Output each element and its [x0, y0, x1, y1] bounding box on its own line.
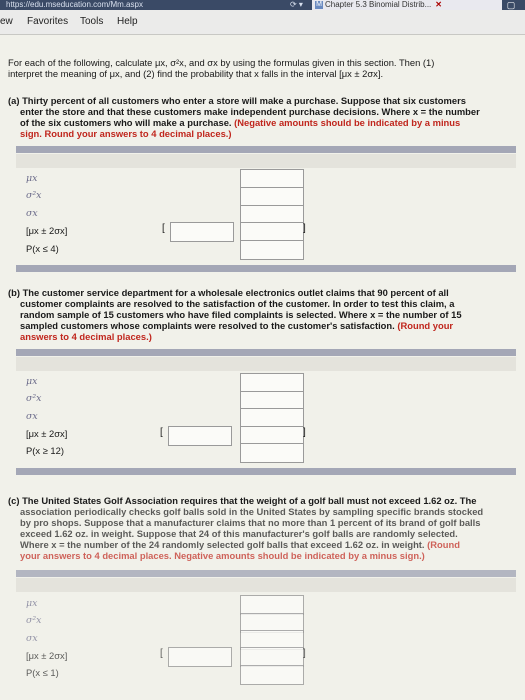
part-c-mean-input[interactable]: [240, 595, 304, 615]
part-b-bracket-close: ]: [303, 427, 306, 438]
part-b-instruction-2: answers to 4 decimal places.): [20, 331, 152, 342]
part-b-header-band: [16, 349, 516, 356]
question-page: [0, 35, 525, 700]
part-b-line-2: customer complaints are resolved to the satisfaction of the customer. In order to test this claim, a: [20, 298, 455, 309]
part-b-interval-low-input[interactable]: [168, 426, 232, 446]
part-b-label-mean: μx: [26, 376, 38, 387]
part-a-bracket-open: [: [162, 223, 165, 234]
part-b-line-3: random sample of 15 customers who have filed complaints is selected. Where x = the number of 15: [20, 309, 462, 320]
part-c-bracket-close: ]: [303, 648, 306, 659]
part-b-label-prob: P(x ≥ 12): [26, 445, 64, 456]
part-c-label-interval: [μx ± 2σx]: [26, 650, 68, 661]
menu-bar: [0, 10, 525, 35]
part-a-label-mean: μx: [26, 173, 38, 184]
part-a-interval-low-input[interactable]: [170, 222, 234, 242]
part-a-footer-band: [16, 265, 516, 272]
part-b-bracket-open: [: [160, 427, 163, 438]
part-c-instruction: (Round: [427, 539, 460, 550]
part-a-label-variance: σ²x: [26, 190, 42, 201]
browser-tab[interactable]: [312, 0, 502, 10]
part-c-line-5: Where x = the number of the 24 randomly selected golf balls that exceed 1.62 oz. in weight. (Round: [20, 539, 460, 550]
close-tab-icon[interactable]: ✕: [435, 0, 442, 9]
part-c-interval-high-input[interactable]: [240, 647, 304, 667]
part-c-subheader: [16, 578, 516, 592]
part-a-instruction-2: sign. Round your answers to 4 decimal places.): [20, 128, 232, 139]
part-a-line-2: enter the store and that these customers make independent purchase decisions. Where x = the number: [20, 106, 480, 117]
part-b-sd-input[interactable]: [240, 408, 304, 428]
intro-line-1: For each of the following, calculate μx, σ²x, and σx by using the formulas given in this section. Then (1): [8, 57, 435, 68]
part-c-instruction-2: your answers to 4 decimal places. Negative amounts should be indicated by a minus sign.): [20, 550, 425, 561]
tab-favicon-icon: M: [316, 1, 322, 8]
menu-view[interactable]: ew: [0, 16, 13, 27]
part-a-label-prob: P(x ≤ 4): [26, 243, 59, 254]
menu-help[interactable]: Help: [117, 16, 138, 27]
new-tab-icon[interactable]: ▢: [506, 0, 516, 10]
refresh-icon[interactable]: ⟳ ▾: [290, 0, 303, 9]
part-c-label-mean: μx: [26, 598, 38, 609]
part-a-line-1: (a) Thirty percent of all customers who enter a store will make a purchase. Suppose that six customers: [8, 95, 466, 106]
part-a-label-interval: [μx ± 2σx]: [26, 225, 68, 236]
part-a-header-band: [16, 146, 516, 153]
part-a-instruction: (Negative amounts should be indicated by a minus: [234, 117, 461, 128]
part-b-prob-input[interactable]: [240, 443, 304, 463]
part-a-prob-input[interactable]: [240, 240, 304, 260]
tab-title: Chapter 5.3 Binomial Distrib...: [325, 0, 432, 9]
part-c-interval-low-input[interactable]: [168, 647, 232, 667]
part-c-line-1: (c) The United States Golf Association requires that the weight of a golf ball must not exceed 1.62 oz. The: [8, 495, 477, 506]
part-b-footer-band: [16, 468, 516, 475]
part-c-label-prob: P(x ≤ 1): [26, 667, 59, 678]
part-c-prob-input[interactable]: [240, 665, 304, 685]
part-a-bracket-close: ]: [303, 223, 306, 234]
part-a-label-sd: σx: [26, 208, 38, 219]
part-b-line-1: (b) The customer service department for a wholesale electronics outlet claims that 90 percent of all: [8, 287, 449, 298]
part-c-line-4: exceed 1.62 oz. in weight. Suppose that 24 of this manufacturer's golf balls are randomly selected.: [20, 528, 458, 539]
intro-line-2: interpret the meaning of μx, and (2) find the probability that x falls in the interval [μx ± 2σx].: [8, 68, 384, 79]
part-a-subheader: [16, 154, 516, 168]
part-c-line-2: association periodically checks golf balls sold in the United States by sampling specific brands stocked: [20, 506, 484, 517]
part-a-variance-input[interactable]: [240, 187, 304, 207]
menu-favorites[interactable]: Favorites: [27, 16, 69, 27]
part-b-line-4: sampled customers whose complaints were resolved to the customer's satisfaction. (Round your: [20, 320, 454, 331]
part-b-subheader: [16, 357, 516, 371]
part-c-header-band: [16, 570, 516, 577]
part-c-line-3: by pro shops. Suppose that a manufacturer claims that no more than 1 percent of its brand of golf balls: [20, 517, 481, 528]
part-b-label-sd: σx: [26, 411, 38, 422]
part-a-mean-input[interactable]: [240, 169, 304, 189]
part-c-label-variance: σ²x: [26, 615, 42, 626]
part-a-line-3: of the six customers who will make a purchase. (Negative amounts should be indicated by a minus: [20, 117, 461, 128]
part-b-label-variance: σ²x: [26, 393, 42, 404]
menu-tools[interactable]: Tools: [80, 16, 104, 27]
part-b-mean-input[interactable]: [240, 373, 304, 393]
part-a-interval-high-input[interactable]: [240, 222, 304, 242]
part-c-label-sd: σx: [26, 633, 38, 644]
address-bar[interactable]: https://edu.mseducation.com/Mm.aspx: [6, 0, 143, 9]
part-c-bracket-open: [: [160, 648, 163, 659]
part-b-instruction: (Round your: [397, 320, 454, 331]
part-b-label-interval: [μx ± 2σx]: [26, 428, 68, 439]
